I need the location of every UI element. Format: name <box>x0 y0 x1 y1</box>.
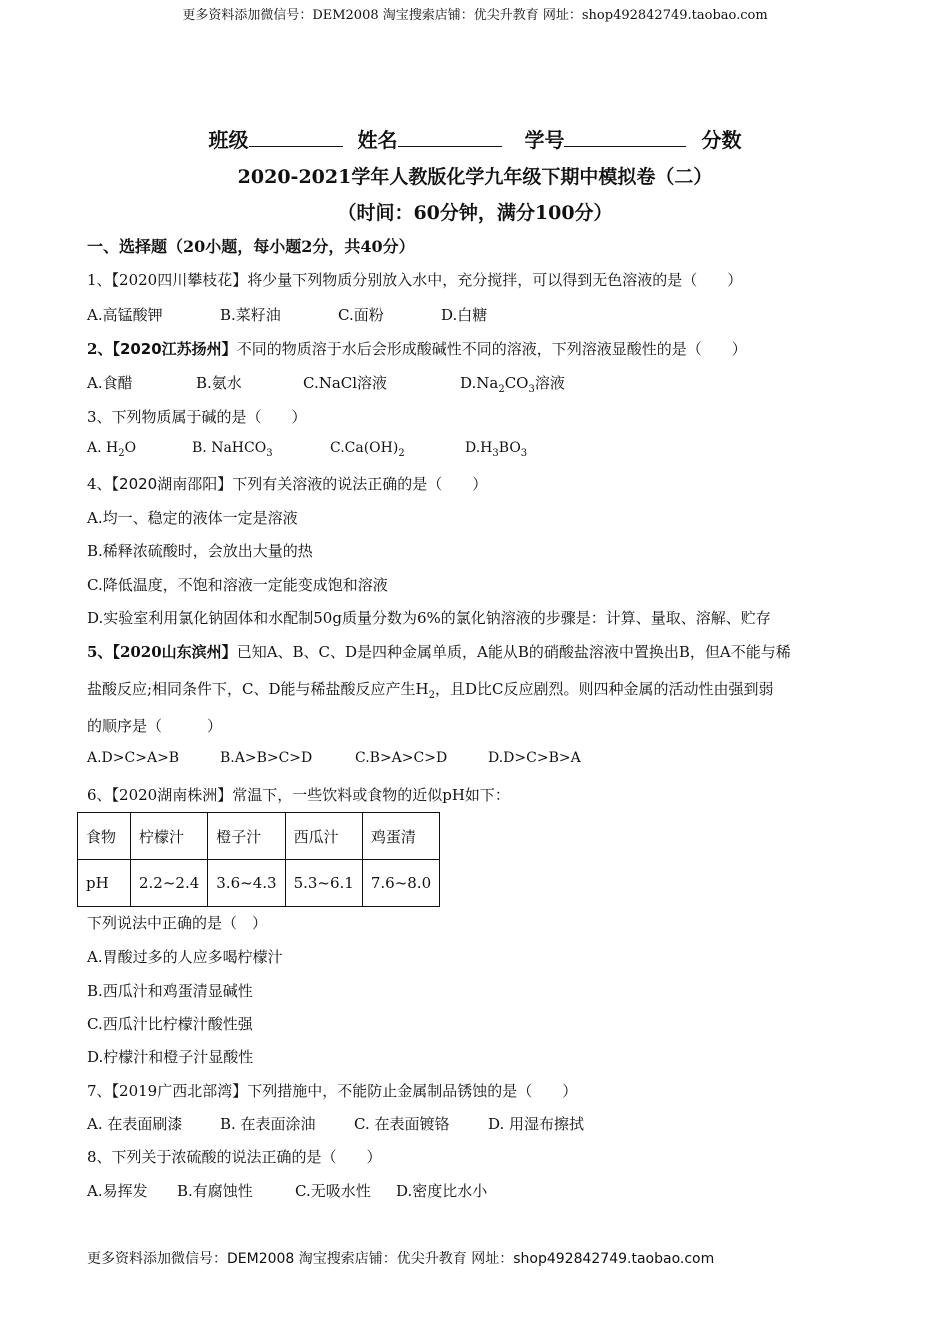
q7-option-a[interactable]: A. 在表面刷漆 <box>87 1115 183 1133</box>
table-cell: 鸡蛋清 <box>362 813 439 860</box>
q1-option-b[interactable]: B.菜籽油 <box>220 306 281 324</box>
q5-option-d[interactable]: D.D>C>B>A <box>488 750 581 766</box>
q4-option-c[interactable]: C.降低温度，不饱和溶液一定能变成饱和溶液 <box>87 576 388 594</box>
q3-option-c[interactable]: $C.Ca(OH)_2$ <box>330 440 405 459</box>
q3-option-d[interactable]: $D.H_3BO_3$ <box>465 440 528 459</box>
q6-option-b[interactable]: B.西瓜汁和鸡蛋清显碱性 <box>87 982 253 1000</box>
id-blank[interactable] <box>564 128 686 147</box>
section-heading: 一、选择题（20小题，每小题2分，共40分） <box>87 237 415 256</box>
table-cell: 2.2~2.4 <box>131 860 208 907</box>
question-5: 5、【2020山东滨州】已知A、B、C、D是四种金属单质，A能从B的硝酸盐溶液中置换出B，但A不能与稀 <box>87 643 791 661</box>
q7-option-d[interactable]: D. 用湿布擦拭 <box>488 1115 585 1133</box>
q1-option-c[interactable]: C.面粉 <box>338 306 384 324</box>
exam-subtitle: （时间：60分钟，满分100分） <box>337 202 613 224</box>
q6-option-a[interactable]: A.胃酸过多的人应多喝柠檬汁 <box>87 948 283 966</box>
question-3: 3、下列物质属于碱的是（ ） <box>87 408 307 426</box>
q5-option-a[interactable]: A.D>C>A>B <box>87 750 180 766</box>
q8-option-a[interactable]: A.易挥发 <box>87 1182 148 1200</box>
student-info-line <box>0 124 950 153</box>
table-header-row <box>78 813 440 860</box>
question-source: 【2020湖南邵阳】 <box>111 475 233 493</box>
question-6-ask: 下列说法中正确的是（ ） <box>87 914 268 932</box>
question-1: 1、【2020四川攀枝花】将少量下列物质分别放入水中，充分搅拌，可以得到无色溶液的是（ ） <box>87 271 743 289</box>
class-blank[interactable] <box>249 128 343 147</box>
q6-option-c[interactable]: C.西瓜汁比柠檬汁酸性强 <box>87 1015 253 1033</box>
class-label: 班级 <box>208 128 249 152</box>
question-4: 4、【2020湖南邵阳】下列有关溶液的说法正确的是（ ） <box>87 475 488 493</box>
table-cell: 柠檬汁 <box>131 813 208 860</box>
q6-option-d[interactable]: D.柠檬汁和橙子汁显酸性 <box>87 1048 254 1066</box>
table-cell: 3.6~4.3 <box>208 860 285 907</box>
table-cell: 5.3~6.1 <box>285 860 362 907</box>
question-source: 【2020江苏扬州】 <box>112 340 237 358</box>
question-5-line-3: 的顺序是（ ） <box>87 717 223 735</box>
q2-option-b[interactable]: B.氨水 <box>196 374 242 392</box>
question-7: 7、【2019广西北部湾】下列措施中，不能防止金属制品锈蚀的是（ ） <box>87 1082 578 1100</box>
q2-option-d[interactable]: $D.Na_2CO_3$溶液 <box>460 374 565 395</box>
question-source: 【2020山东滨州】 <box>112 643 237 661</box>
name-label: 姓名 <box>357 128 398 152</box>
question-5-line-2: 盐酸反应;相同条件下，C、D能与稀盐酸反应产生$H_2$，且D比C反应剧烈。则四种金属的活动性由强到弱 <box>87 680 774 701</box>
table-cell: 食物 <box>78 813 131 860</box>
q8-option-d[interactable]: D.密度比水小 <box>396 1182 488 1200</box>
score-label: 分数 <box>701 128 742 152</box>
q5-option-c[interactable]: C.B>A>C>D <box>355 750 448 766</box>
table-cell: 橙子汁 <box>208 813 285 860</box>
name-blank[interactable] <box>398 128 502 147</box>
page-footer: 更多资料添加微信号：DEM2008 淘宝搜索店铺：优尖升教育 网址：shop492842749.taobao.com <box>87 1251 715 1267</box>
q4-option-a[interactable]: A.均一、稳定的液体一定是溶液 <box>87 509 298 527</box>
question-source: 【2020四川攀枝花】 <box>111 271 248 289</box>
table-cell: 7.6~8.0 <box>362 860 439 907</box>
q2-option-a[interactable]: A.食醋 <box>87 374 133 392</box>
q1-option-d[interactable]: D.白糖 <box>441 306 488 324</box>
question-8: 8、下列关于浓硫酸的说法正确的是（ ） <box>87 1148 382 1166</box>
ph-table <box>77 812 440 907</box>
q8-option-b[interactable]: B.有腐蚀性 <box>177 1182 253 1200</box>
q8-option-c[interactable]: C.无吸水性 <box>295 1182 371 1200</box>
q7-option-b[interactable]: B. 在表面涂油 <box>220 1115 316 1133</box>
table-cell: pH <box>78 860 131 907</box>
q1-option-a[interactable]: A.高锰酸钾 <box>87 306 163 324</box>
q3-option-b[interactable]: B. NaHCO$_3$ <box>192 440 273 459</box>
table-cell: 西瓜汁 <box>285 813 362 860</box>
question-2: 2、【2020江苏扬州】不同的物质溶于水后会形成酸碱性不同的溶液，下列溶液显酸性的是（ ） <box>87 340 747 358</box>
q5-option-b[interactable]: B.A>B>C>D <box>220 750 313 766</box>
q4-option-d[interactable]: D.实验室利用氯化钠固体和水配制50g质量分数为6%的氯化钠溶液的步骤是：计算、量取、溶解、贮存 <box>87 609 771 627</box>
q2-option-c[interactable]: C.NaCl溶液 <box>303 374 388 392</box>
id-label: 学号 <box>524 128 565 152</box>
q3-option-a[interactable]: A. $H_2O$ <box>87 440 137 459</box>
q4-option-b[interactable]: B.稀释浓硫酸时，会放出大量的热 <box>87 542 313 560</box>
q7-option-c[interactable]: C. 在表面镀铬 <box>354 1115 450 1133</box>
table-row <box>78 860 440 907</box>
question-6: 6、【2020湖南株洲】常温下，一些饮料或食物的近似pH如下： <box>87 786 510 804</box>
exam-title: 2020-2021学年人教版化学九年级下期中模拟卷（二） <box>237 166 713 188</box>
page-header: 更多资料添加微信号：DEM2008 淘宝搜索店铺：优尖升教育 网址：shop492842749.taobao.com <box>182 8 768 23</box>
